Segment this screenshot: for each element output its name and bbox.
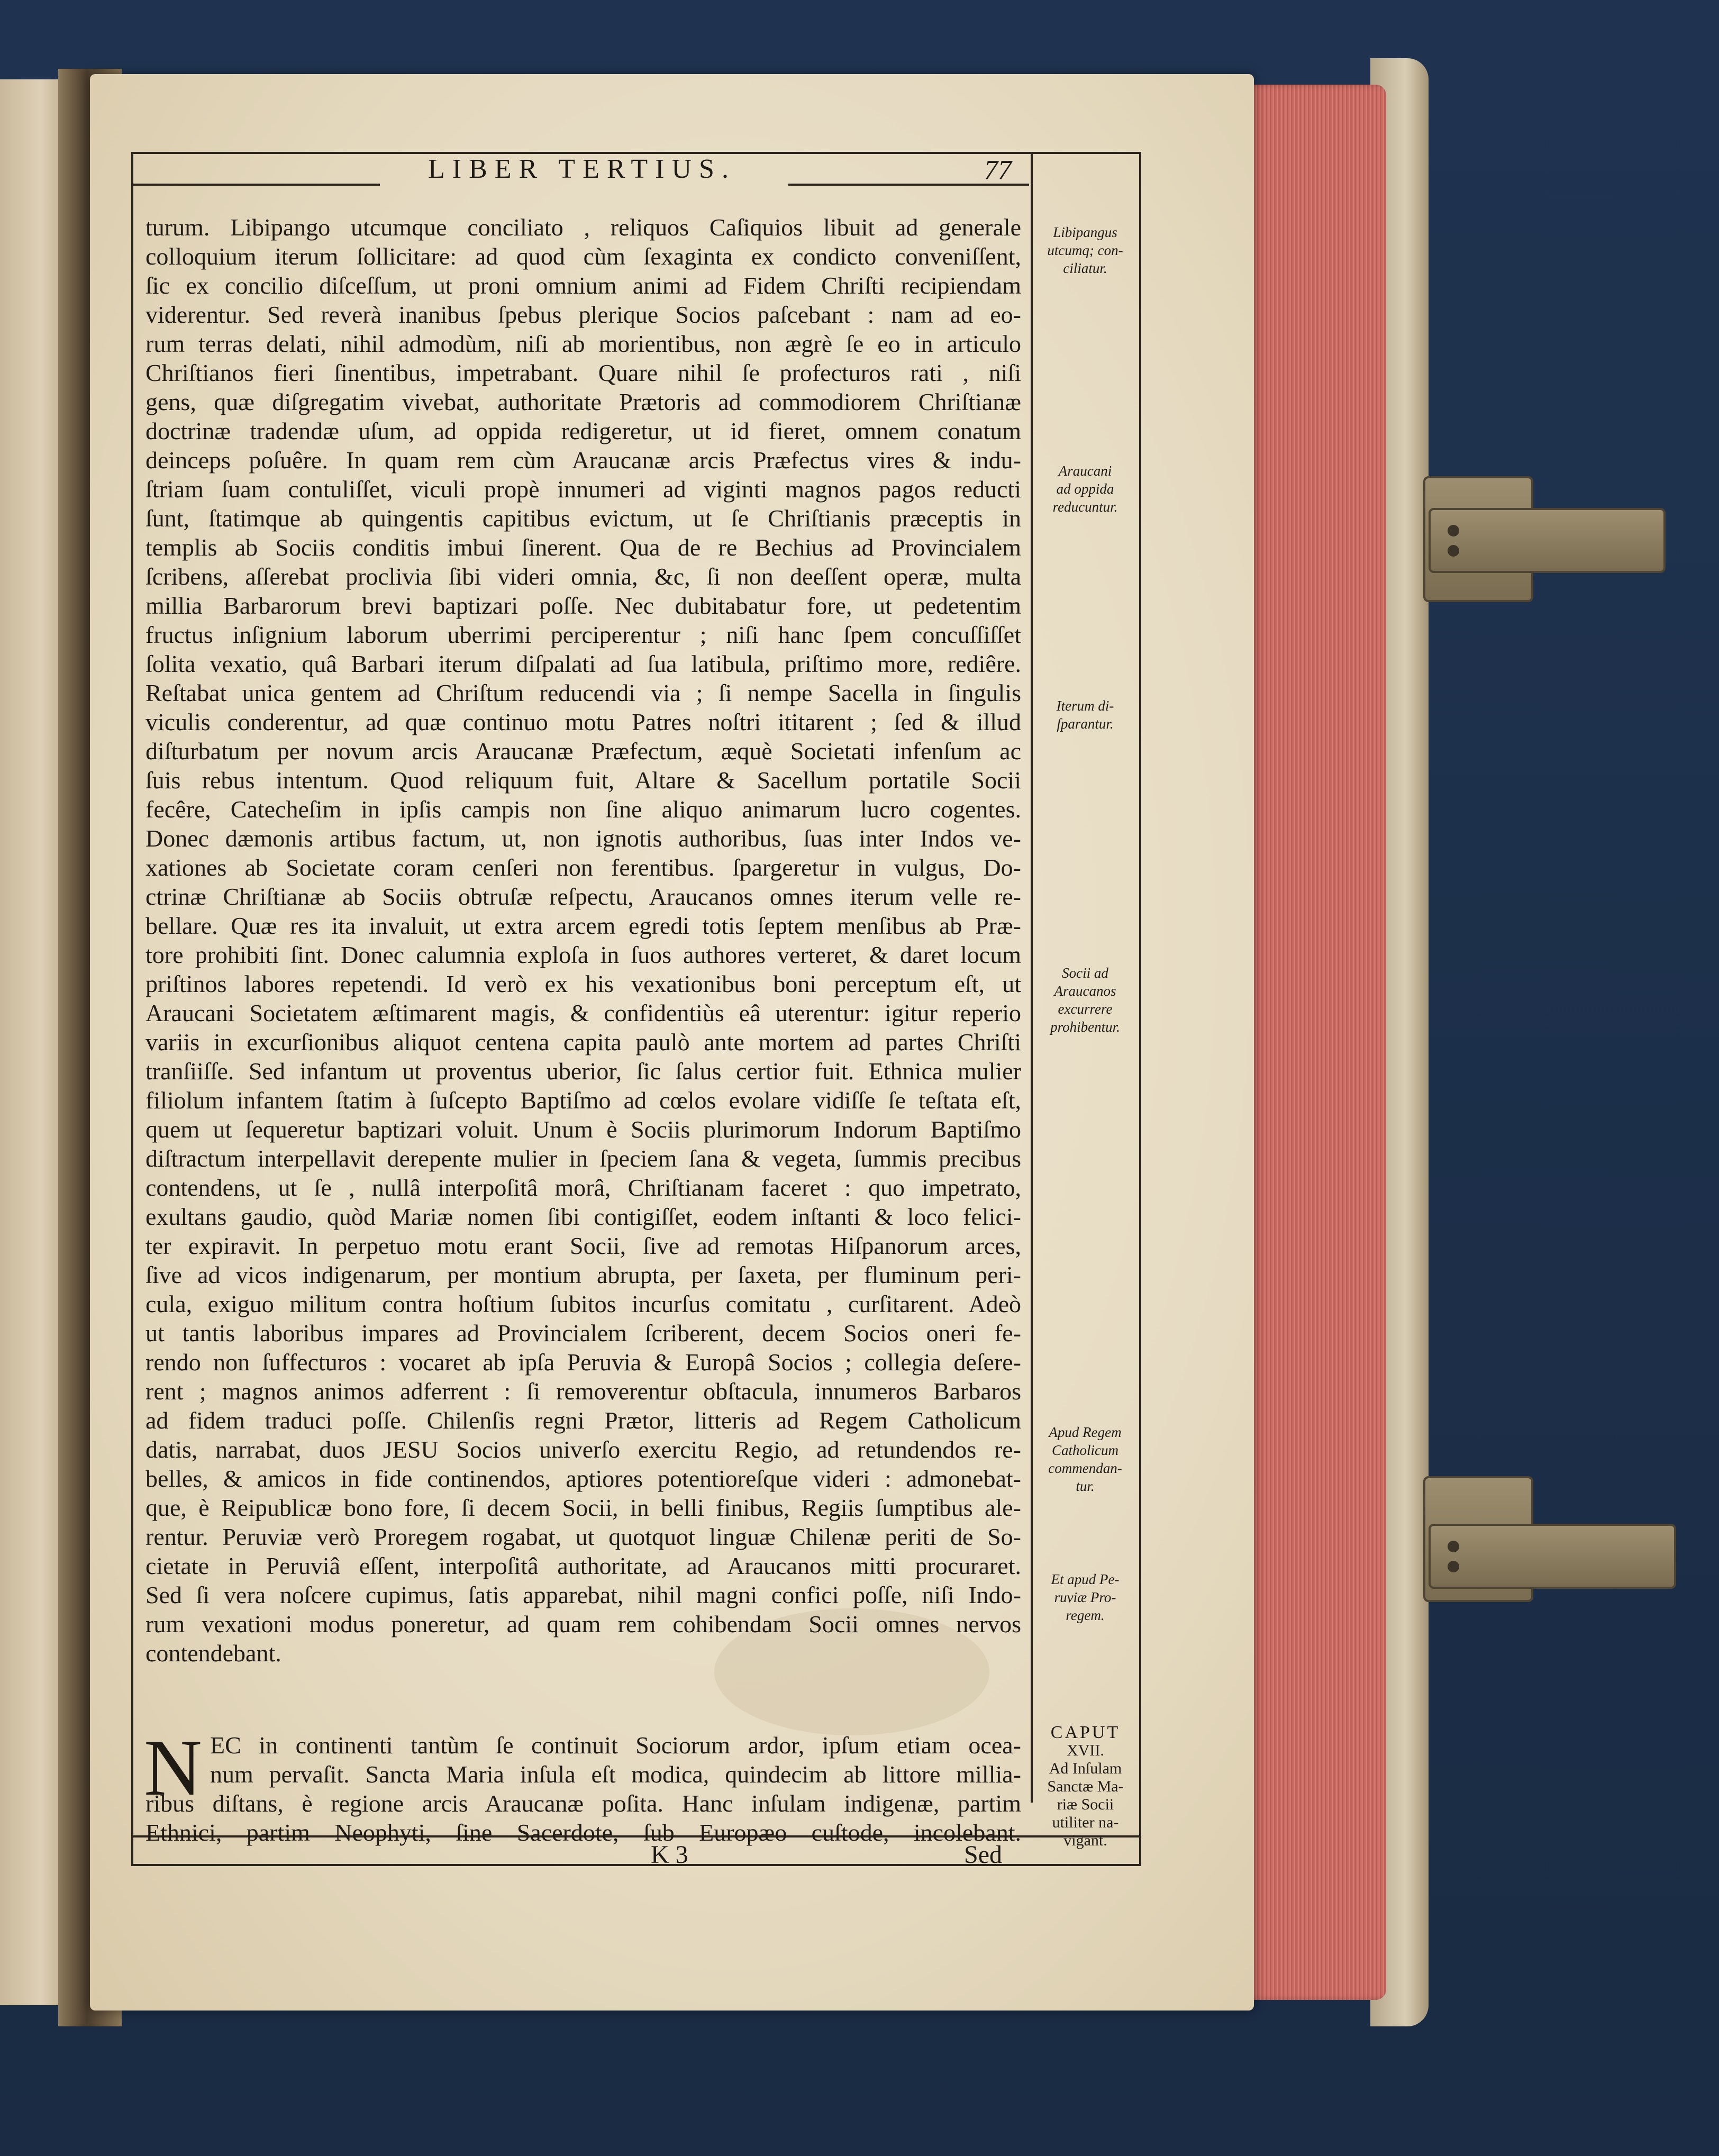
text-line: rentur. Peruviæ verò Proregem rogabat, ut quotquot linguæ Chilenæ periti de So- [145, 1523, 1021, 1550]
text-line: tore prohibiti ſint. Donec calumnia exploſa in ſuos authores verteret, & daret locum [145, 941, 1021, 968]
margin-note [1035, 964, 1135, 1036]
text-line: Chriſtianos fieri ſinentibus, impetrabant. Quare nihil ſe profecturos rati , niſi [145, 359, 1021, 386]
text-line: diſtractum interpellavit derepente mulier in ſpeciem ſana & vegeta, ſummis precibus [145, 1145, 1021, 1172]
clasp-rivet [1448, 1541, 1459, 1552]
chapter-heading [1034, 1724, 1137, 1850]
margin-note-line: excurrere [1058, 1001, 1113, 1017]
text-line: que, è Reipublicæ bono fore, ſi decem Socii, in belli finibus, Regiis ſumptibus ale- [145, 1494, 1021, 1521]
margin-note [1035, 1570, 1135, 1624]
margin-note-line: ſparantur. [1057, 716, 1114, 732]
text-line: millia Barbarorum brevi baptizari poſſe. Nec dubitabatur fore, ut pedetentim [145, 592, 1021, 619]
text-line: turum. Libipango utcumque conciliato , reliquos Caſiquios libuit ad generale [145, 214, 1021, 241]
margin-note-line: Catholicum [1052, 1442, 1118, 1458]
text-line: deinceps poſuêre. In quam rem cùm Araucanæ arcis Præfectus vires & indu- [145, 447, 1021, 474]
margin-note [1035, 1423, 1135, 1495]
main-paragraph [145, 213, 1021, 1668]
text-line: ctrinæ Chriſtianæ ab Sociis obtruſæ reſpectu, Araucanos omnes iterum velle re- [145, 883, 1021, 910]
text-line: rent ; magnos animos adferrent : ſi removerentur obſtacula, innumeros Barbaros [145, 1378, 1021, 1405]
clasp-rivet [1448, 525, 1459, 536]
chapter-paragraph [145, 1731, 1021, 1847]
text-line: ſive ad vicos indigenarum, per montium abrupta, per ſaxeta, per fluminum peri- [145, 1261, 1021, 1288]
text-line: bellare. Quæ res ita invaluit, ut extra arcem egredi totis ſeptem menſibus ab Præ- [145, 912, 1021, 939]
text-line: gens, quæ diſgregatim vivebat, authoritate Prætoris ad commodiorem Chriſtianæ [145, 388, 1021, 415]
text-line: quem ut ſequeretur baptizari voluit. Unum è Sociis plurimorum Indorum Baptiſmo [145, 1116, 1021, 1143]
margin-note-line: utcumq; con- [1047, 242, 1123, 258]
text-line: fecêre, Catecheſim in ipſis campis non ſine aliquo animarum lucro cogentes. [145, 796, 1021, 823]
text-line: ſolita vexatio, quâ Barbari iterum diſpalati ad ſua latibula, priſtimo more, rediêre. [145, 650, 1021, 677]
margin-note-line: Araucanos [1054, 983, 1116, 999]
text-line: ut tantis laboribus impares ad Provincialem ſcriberent, decem Socios oneri fe- [145, 1320, 1021, 1347]
text-line: doctrinæ tradendæ uſum, ad oppida redigeretur, ut id fieret, omnem conatum [145, 417, 1021, 444]
text-line: cietate in Peruviâ eſſent, interpoſitâ authoritate, ad Araucanos mitti procuraret. [145, 1552, 1021, 1579]
margin-note-line: Iterum di- [1056, 698, 1114, 714]
text-line: contendens, ut ſe , nullâ interpoſitâ morâ, Chriſtianam faceret : quo impetrato, [145, 1174, 1021, 1201]
chapter-summary-line: Ad Inſulam [1049, 1760, 1122, 1777]
chapter-number: XVII. [1067, 1742, 1104, 1759]
margin-note-line: tur. [1076, 1478, 1095, 1494]
text-line: rum terras delati, nihil admodùm, niſi ab morientibus, non ægrè ſe eo in articulo [145, 330, 1021, 357]
margin-note-line: reducuntur. [1052, 499, 1118, 515]
text-line: cula, exiguo militum contra hoſtium ſubitos incurſus comitatu , curſitarent. Adeò [145, 1290, 1021, 1317]
text-line: ſtriam ſuam contuliſſet, viculi propè innumeri ad viginti magnos pagos reducti [145, 476, 1021, 503]
text-line: ſcribens, aſſerebat proclivia ſibi videri omnia, &c, ſi non deeſſent operæ, multa [145, 563, 1021, 590]
margin-note-line: commendan- [1048, 1460, 1122, 1476]
clasp-rivet [1448, 545, 1459, 557]
page-number: 77 [984, 155, 1012, 185]
text-line: belles, & amicos in fide continendos, aptiores potentioreſque videri : admonebat- [145, 1465, 1021, 1492]
margin-note [1035, 697, 1135, 733]
margin-note [1035, 223, 1135, 277]
text-line: datis, narrabat, duos JESU Socios univerſo exercitu Regio, ad retundendos re- [145, 1436, 1021, 1463]
text-line: rum vexationi modus poneretur, ad quam rem cohibendam Socii omnes nervos [145, 1611, 1021, 1638]
text-line: ſic ex concilio diſceſſum, ut proni omnium animi ad Fidem Chriſti recipiendam [145, 272, 1021, 299]
chapter-summary-line: utiliter na- [1052, 1814, 1119, 1831]
text-line: Reſtabat unica gentem ad Chriſtum reducendi via ; ſi nempe Sacella in ſingulis [145, 679, 1021, 706]
chapter-summary-line: Sanctæ Ma- [1047, 1778, 1124, 1795]
text-line: num pervaſit. Sancta Maria inſula eſt modica, quindecim ab littore millia- [210, 1761, 1021, 1788]
text-line: colloquium iterum ſollicitare: ad quod cùm ſexaginta ex condicto conveniſſent, [145, 243, 1021, 270]
red-page-edges [1238, 85, 1386, 2000]
text-line: Sed ſi vera noſcere cupimus, ſatis apparebat, nihil magni confici poſſe, niſi Indo- [145, 1581, 1021, 1608]
text-line: ter expiravit. In perpetuo motu erant Socii, ſive ad remotas Hiſpanorum arces, [145, 1232, 1021, 1259]
chapter-summary [1034, 1760, 1137, 1850]
text-line: variis in excurſionibus aliquot centena capita paulò ante mortem ad partes Chriſti [145, 1029, 1021, 1056]
text-line: fructus inſignium laborum uberrimi perciperentur ; niſi hanc ſpem concuſſiſſet [145, 621, 1021, 648]
margin-note-line: Libipangus [1053, 224, 1117, 240]
text-line: Ethnici, partim Neophyti, ſine Sacerdote, ſub Europæo cuſtode, incolebant. [145, 1819, 1021, 1846]
header-rule-left [131, 184, 380, 186]
chapter-summary-line: riæ Socii [1057, 1796, 1114, 1813]
text-line: exultans gaudio, quòd Mariæ nomen ſibi contigiſſet, eodem inſtanti & loco felici- [145, 1203, 1021, 1230]
text-line: diſturbatum per novum arcis Araucanæ Præfectum, æquè Societati infenſum ac [145, 738, 1021, 765]
clasp-rivet [1448, 1561, 1459, 1572]
chapter-caput: CAPUT [1050, 1723, 1121, 1742]
drop-cap: N [144, 1723, 202, 1812]
text-line: xationes ab Societate coram cenſeri non ferentibus. ſpargeretur in vulgus, Do- [145, 854, 1021, 881]
chapter-summary-line: vigant. [1063, 1832, 1107, 1849]
signature-mark: K 3 [651, 1841, 688, 1869]
running-title: LIBER TERTIUS. [428, 154, 736, 184]
text-line: tranſiiſſe. Sed infantum ut proventus uberior, ſic ſalus certior fuit. Ethnica mulier [145, 1058, 1021, 1085]
margin-note-line: prohibentur. [1050, 1019, 1120, 1035]
text-line: viculis conderentur, ad quæ continuo motu Patres noſtri ititarent ; ſed & illud [145, 708, 1021, 735]
lower-clasp-plate [1429, 1524, 1676, 1589]
margin-note-line: Araucani [1058, 463, 1112, 479]
text-line: ad fidem traduci poſſe. Chilenſis regni Prætor, litteris ad Regem Catholicum [145, 1407, 1021, 1434]
margin-note-line: ciliatur. [1063, 260, 1107, 276]
margin-note-line: Apud Regem [1049, 1424, 1122, 1440]
margin-note-line: Socii ad [1062, 965, 1108, 981]
text-line: priſtinos labores repetendi. Id verò ex his vexationibus boni perceptum eſt, ut [145, 970, 1021, 997]
text-line: rendo non ſuffecturos : vocaret ab ipſa Peruvia & Europâ Socios ; collegia deſere- [145, 1349, 1021, 1376]
upper-clasp-plate [1429, 508, 1666, 573]
margin-column-rule [1031, 152, 1033, 1803]
margin-note-line: ruviæ Pro- [1054, 1589, 1116, 1605]
text-line: EC in continenti tantùm ſe continuit Sociorum ardor, ipſum etiam ocea- [210, 1732, 1021, 1759]
catchword: Sed [964, 1841, 1002, 1869]
text-line: Araucani Societatem æſtimarent magis, & confidentiùs eâ uterentur: igitur reperio [145, 999, 1021, 1026]
text-line: contendebant. [145, 1640, 281, 1667]
margin-note [1035, 462, 1135, 516]
text-line: filiolum infantem ſtatim à ſuſcepto Baptiſmo ad cœlos evolare vidiſſe ſe teſtata eſt, [145, 1087, 1021, 1114]
text-line: ſuis rebus intentum. Quod reliquum fuit, Altare & Sacellum portatile Socii [145, 767, 1021, 794]
margin-note-line: Et apud Pe- [1051, 1571, 1120, 1587]
margin-note-line: ad oppida [1056, 481, 1114, 497]
text-line: ribus diſtans, è regione arcis Araucanæ poſita. Hanc inſulam indigenæ, partim [145, 1790, 1021, 1817]
text-line: Donec dæmonis artibus factum, ut, non ignotis authoribus, ſuas inter Indos ve- [145, 825, 1021, 852]
text-line: viderentur. Sed reverà inanibus ſpebus plerique Socios paſcebant : nam ad eo- [145, 301, 1021, 328]
margin-note-line: regem. [1066, 1607, 1105, 1623]
text-line: ſunt, ſtatimque ab quingentis capitibus evictum, ut ſe Chriſtianis præceptis in [145, 505, 1021, 532]
text-line: templis ab Sociis conditis imbui ſinerent. Qua de re Bechius ad Provincialem [145, 534, 1021, 561]
